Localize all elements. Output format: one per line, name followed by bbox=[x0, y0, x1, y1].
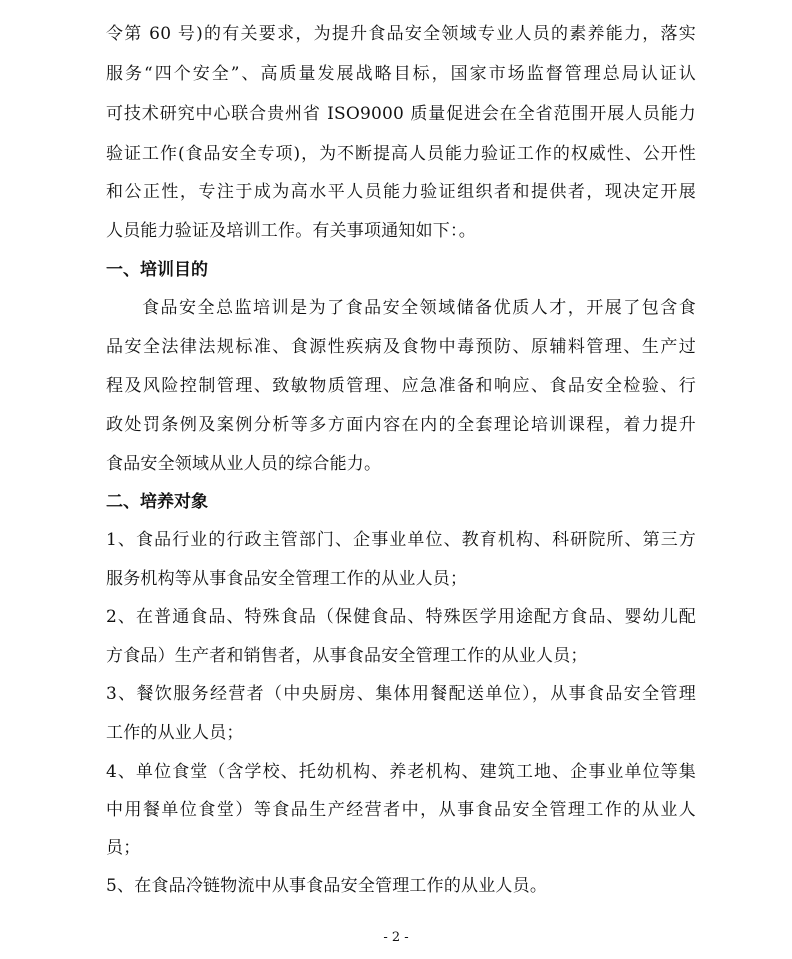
list-item-line: 工作的从业人员； bbox=[106, 723, 244, 743]
list-item-line: 员； bbox=[106, 838, 141, 858]
paragraph-line: 品安全法律法规标准、食源性疾病及食物中毒预防、原辅料管理、生产过 bbox=[106, 337, 696, 357]
intro-line: 验证工作(食品安全专项)，为不断提高人员能力验证工作的权威性、公开性 bbox=[106, 144, 696, 164]
intro-line: 令第 60 号)的有关要求，为提升食品安全领域专业人员的素养能力，落实 bbox=[106, 24, 696, 44]
intro-line: 服务“四个安全”、高质量发展战略目标，国家市场监督管理总局认证认 bbox=[106, 64, 696, 84]
list-item-line: 1、食品行业的行政主管部门、企事业单位、教育机构、科研院所、第三方 bbox=[106, 530, 696, 550]
intro-line: 和公正性，专注于成为高水平人员能力验证组织者和提供者，现决定开展 bbox=[106, 182, 696, 202]
list-item-line: 服务机构等从事食品安全管理工作的从业人员； bbox=[106, 569, 468, 589]
intro-line: 人员能力验证及培训工作。有关事项通知如下：。 bbox=[106, 221, 476, 241]
page-number: - 2 - bbox=[383, 930, 409, 945]
section-heading-target-audience: 二、培养对象 bbox=[106, 492, 208, 512]
list-item-line: 4、单位食堂（含学校、托幼机构、养老机构、建筑工地、企事业单位等集 bbox=[106, 762, 696, 782]
list-item-line: 2、在普通食品、特殊食品（保健食品、特殊医学用途配方食品、婴幼儿配 bbox=[106, 607, 696, 627]
paragraph-line: 程及风险控制管理、致敏物质管理、应急准备和响应、食品安全检验、行 bbox=[106, 376, 696, 396]
paragraph-line: 食品安全领域从业人员的综合能力。 bbox=[106, 454, 382, 474]
section-heading-training-purpose: 一、培训目的 bbox=[106, 260, 208, 280]
list-item-line: 3、餐饮服务经营者（中央厨房、集体用餐配送单位），从事食品安全管理 bbox=[106, 684, 696, 704]
paragraph-line: 食品安全总监培训是为了食品安全领域储备优质人才，开展了包含食 bbox=[142, 298, 696, 318]
list-item-line: 方食品）生产者和销售者，从事食品安全管理工作的从业人员； bbox=[106, 646, 588, 666]
list-item-line: 中用餐单位食堂）等食品生产经营者中，从事食品安全管理工作的从业人 bbox=[106, 800, 696, 820]
intro-line: 可技术研究中心联合贵州省 ISO9000 质量促进会在全省范围开展人员能力 bbox=[106, 104, 696, 124]
paragraph-line: 政处罚条例及案例分析等多方面内容在内的全套理论培训课程，着力提升 bbox=[106, 415, 696, 435]
list-item-line: 5、在食品冷链物流中从事食品安全管理工作的从业人员。 bbox=[106, 876, 548, 896]
